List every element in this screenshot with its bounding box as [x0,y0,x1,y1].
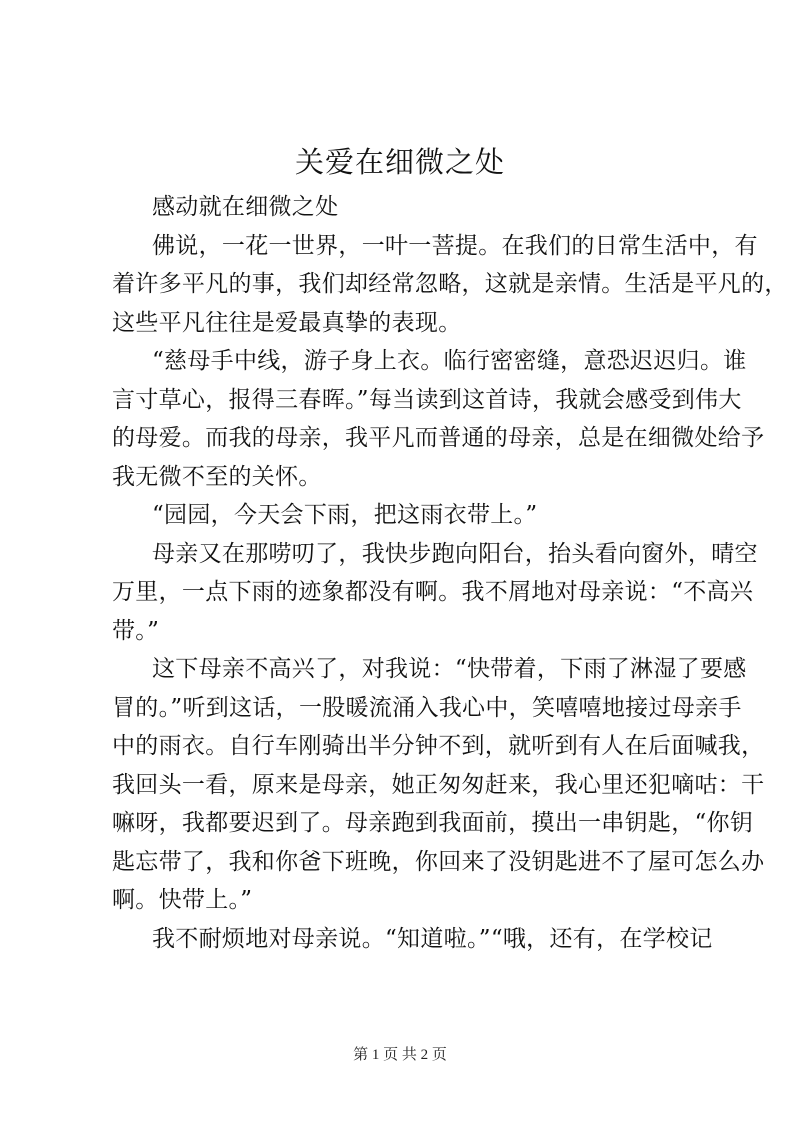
paragraph-line: 感动就在细微之处 [152,194,339,220]
paragraph-7 [112,920,712,959]
paragraph-line: 的母爱。而我的母亲，我平凡而普通的母亲，总是在细微处给予 [112,425,765,451]
paragraph-2 [112,227,788,343]
paragraph-line: 我不耐烦地对母亲说。“知道啦。”“哦，还有，在学校记 [152,925,713,952]
paragraph-line: 匙忘带了，我和你爸下班晚，你回来了没钥匙进不了屋可怎么办 [112,848,765,875]
paragraph-line: “慈母手中线，游子身上衣。临行密密缝，意恐迟迟归。谁 [152,348,747,374]
paragraph-5 [112,535,758,651]
paragraph-line: 万里，一点下雨的迹象都没有啊。我不屑地对母亲说：“不高兴 [112,579,754,605]
paragraph-line: 中的雨衣。自行车刚骑出半分钟不到，就听到有人在后面喊我， [112,733,765,759]
paragraph-line: “园园，今天会下雨，把这雨衣带上。” [152,502,538,528]
paragraph-line: 母亲又在那唠叨了，我快步跑向阳台，抬头看向窗外，晴空 [152,540,758,567]
paragraph-line: 我无微不至的关怀。 [112,463,322,490]
page-number-footer: 第 1 页 共 2 页 [353,1047,447,1063]
document-body [112,188,788,958]
paragraph-1 [112,188,712,227]
document-title: 关爱在细微之处 [294,145,505,179]
paragraph-line: 这些平凡往往是爱最真挚的表现。 [112,309,462,336]
paragraph-line: 佛说，一花一世界，一叶一菩提。在我们的日常生活中，有 [152,232,758,259]
paragraph-line: 言寸草心，报得三春晖。”每当读到这首诗，我就会感受到伟大 [112,386,742,413]
paragraph-line: 啊。快带上。” [112,887,253,913]
paragraph-line: 我回头一看，原来是母亲，她正匆匆赶来，我心里还犯嘀咕：干 [112,771,765,798]
paragraph-6 [112,650,765,920]
paragraph-line: 这下母亲不高兴了，对我说：“快带着，下雨了淋湿了要感 [152,656,747,682]
paragraph-line: 冒的。”听到这话，一股暖流涌入我心中，笑嘻嘻地接过母亲手 [112,694,742,721]
paragraph-line: 带。” [112,617,160,644]
paragraph-line: 嘛呀，我都要迟到了。母亲跑到我面前，摸出一串钥匙，“你钥 [112,810,754,836]
paragraph-3 [112,342,765,496]
paragraph-line: 着许多平凡的事，我们却经常忽略，这就是亲情。生活是平凡的， [112,271,788,297]
paragraph-4 [112,496,712,535]
